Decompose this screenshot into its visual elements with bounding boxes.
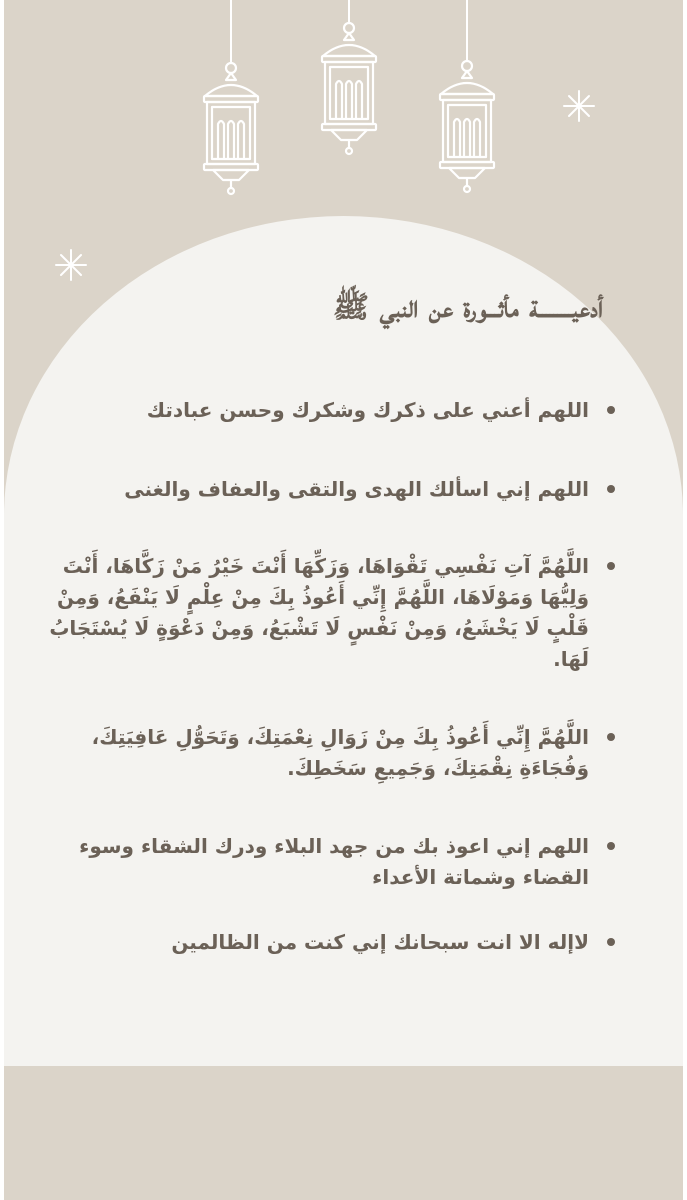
decorations: [4, 0, 683, 300]
list-item: لاإله الا انت سبحانك إني كنت من الظالمين: [44, 927, 615, 958]
list-item: اللَّهُمَّ إِنِّي أَعُوذُ بِكَ مِنْ زَوَالِ نِعْمَتِكَ، وَتَحَوُّلِ عَافِيَتِكَ، وَفُجَاءَةِ نِقْمَتِكَ، وَجَمِيعِ سَخَطِكَ.: [44, 722, 615, 784]
sparkle-icon: [564, 91, 594, 121]
list-item: اللهم أعني على ذكرك وشكرك وحسن عبادتك: [44, 395, 615, 426]
lantern-icon: [322, 23, 376, 154]
dua-list: [44, 395, 615, 958]
page-title: أدعيـــــــــة مأثـــورة عن النبي ﷺ: [332, 290, 603, 325]
list-item: اللَّهُمَّ آتِ نَفْسِي تَقْوَاهَا، وَزَكِّهَا أَنْتَ خَيْرُ مَنْ زَكَّاهَا، أَنْتَ وَلِيُّهَا وَمَوْلَاهَا، اللَّهُمَّ إِنِّي أَعُوذُ بِكَ مِنْ عِلْمٍ لَا يَنْفَعُ، وَمِنْ قَلْبٍ لَا يَخْشَعُ، وَمِنْ نَفْسٍ لَا تَشْبَعُ، وَمِنْ دَعْوَةٍ لَا يُسْتَجَابُ لَهَا.: [44, 551, 615, 675]
footer-band: [4, 1066, 683, 1200]
lantern-icon: [204, 63, 258, 194]
sparkle-icon: [56, 250, 86, 280]
list-item: اللهم إني اسألك الهدى والتقى والعفاف والغنى: [44, 474, 615, 505]
list-item: اللهم إني اعوذ بك من جهد البلاء ودرك الشقاء وسوء القضاء وشماتة الأعداء: [44, 831, 615, 893]
lantern-icon: [440, 61, 494, 192]
poster: [4, 0, 683, 1200]
